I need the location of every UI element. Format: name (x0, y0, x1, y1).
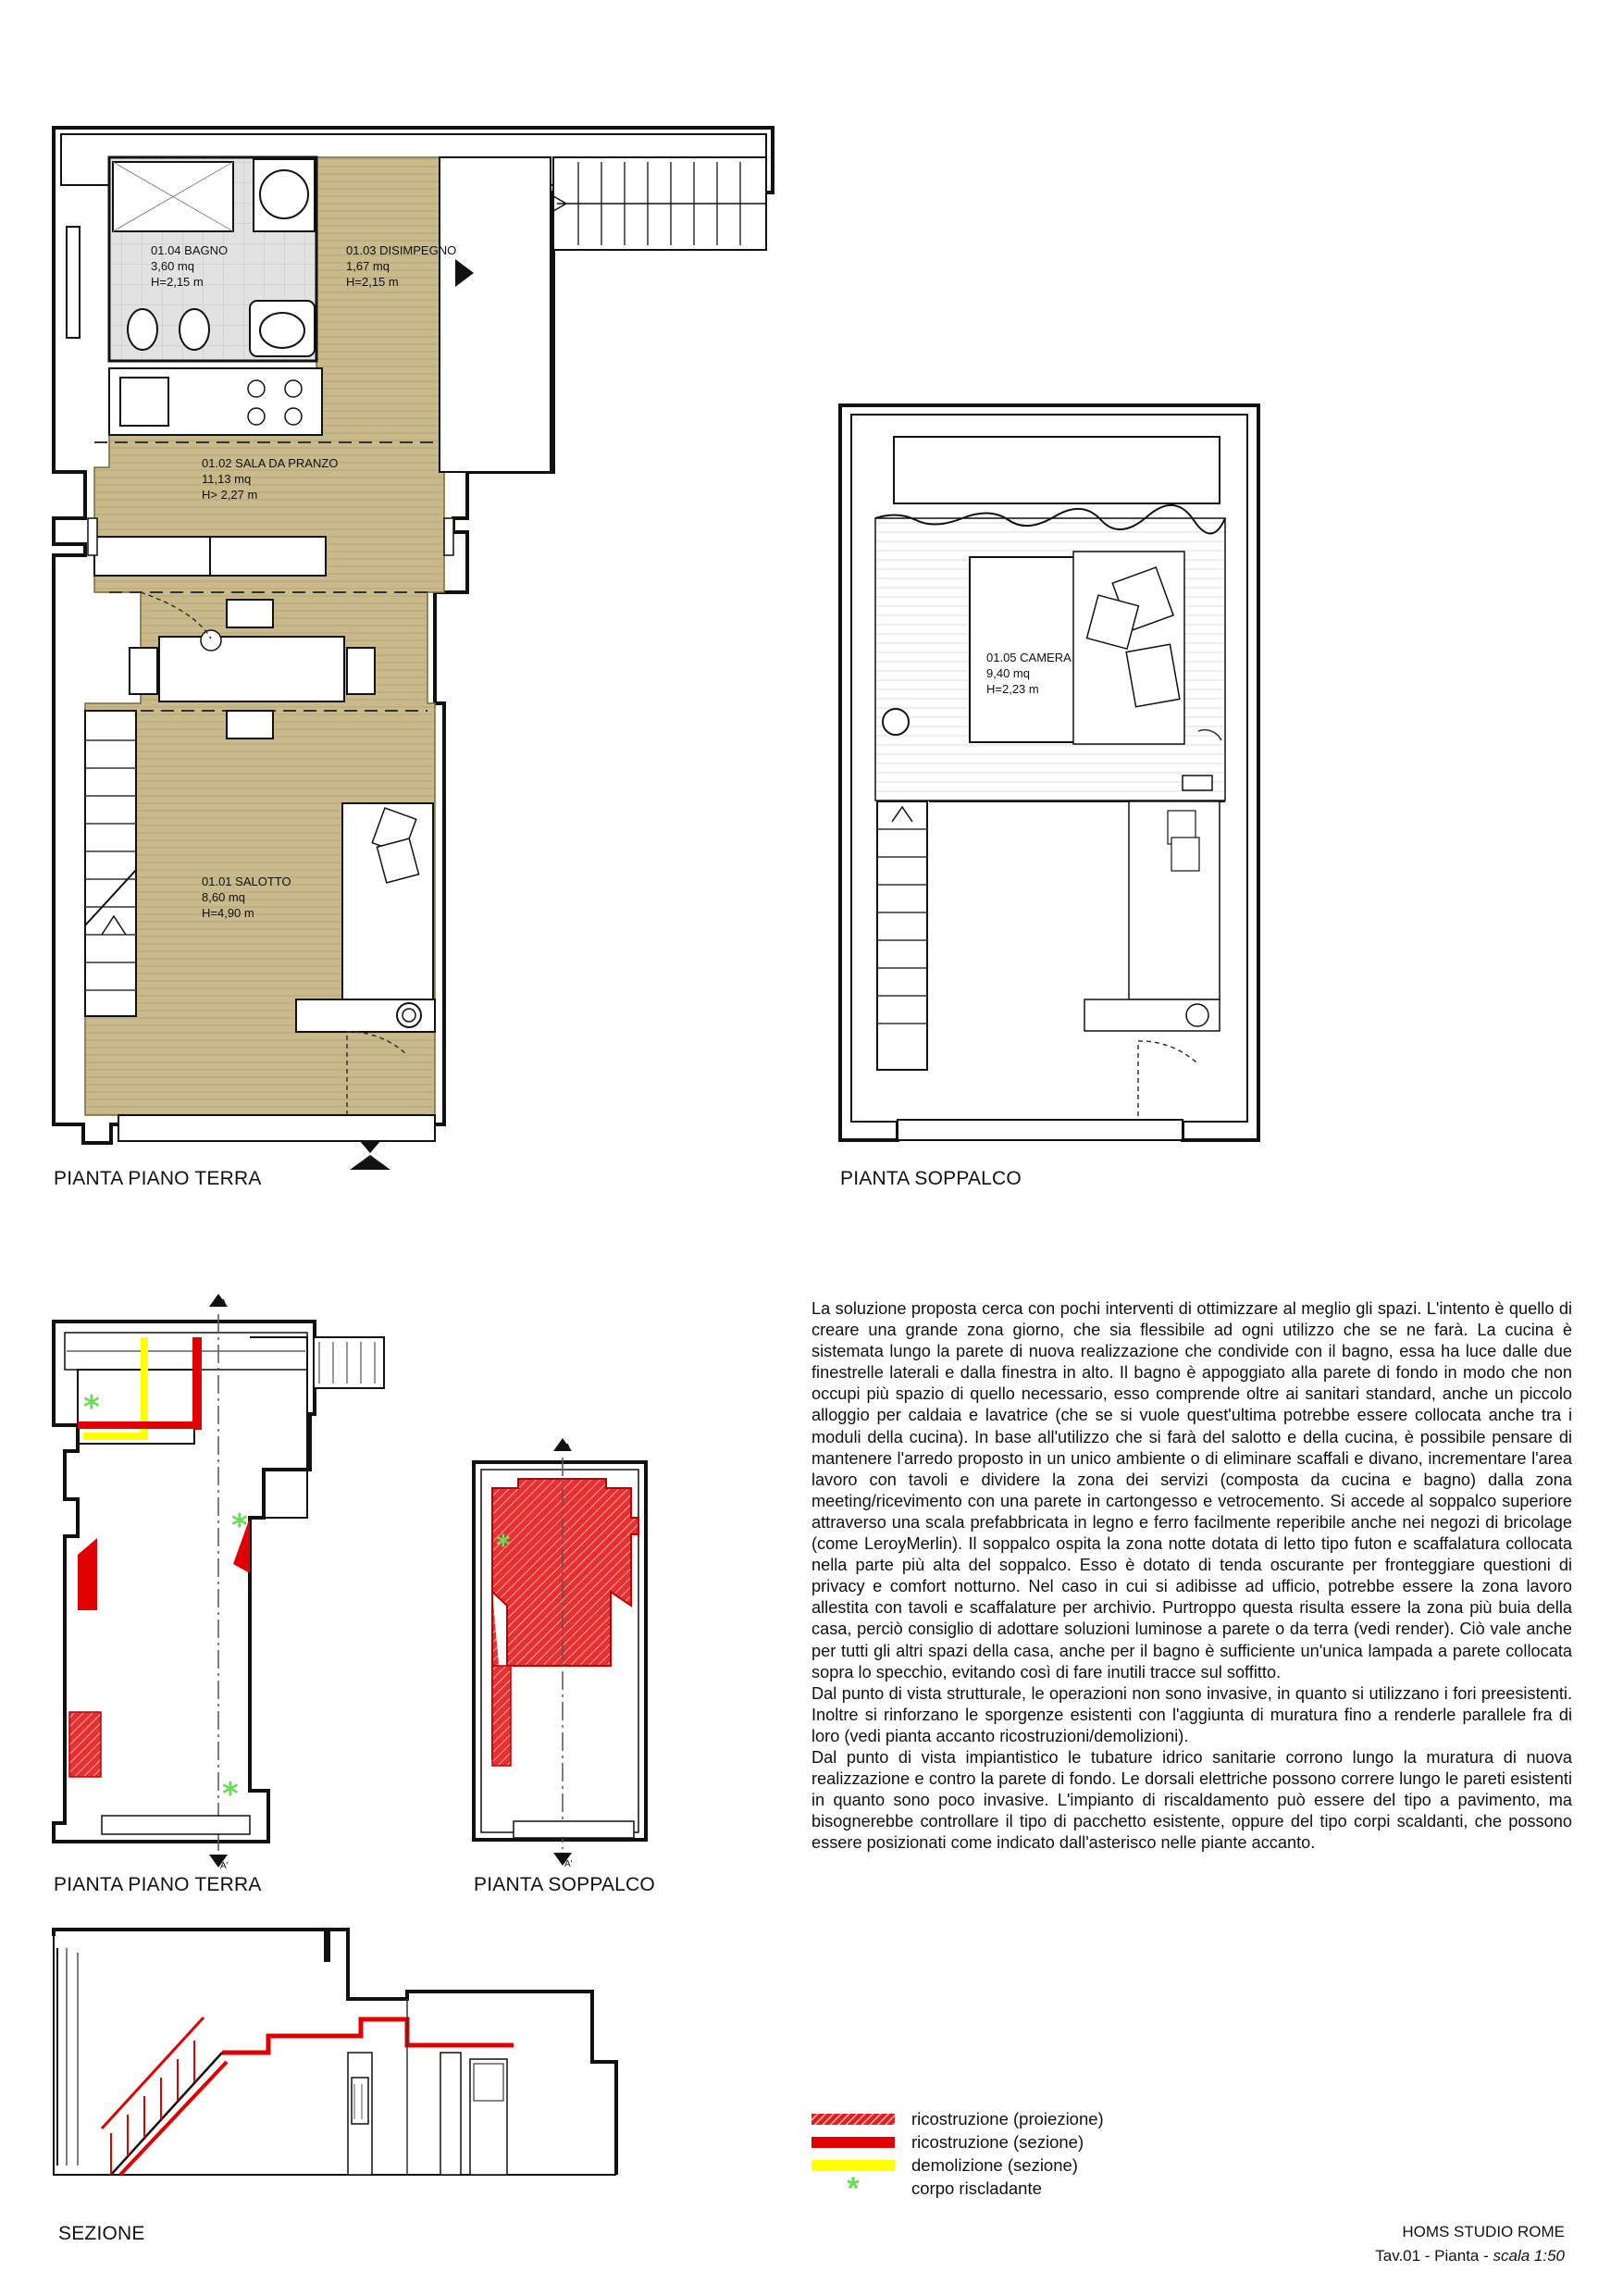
legend-swatch-hatched-red (812, 2114, 895, 2125)
legend-label: corpo riscladante (911, 2178, 1042, 2198)
room-area: 9,40 mq (986, 666, 1030, 680)
legend-label: ricostruzione (sezione) (911, 2131, 1084, 2152)
entrance-marker (350, 1155, 390, 1170)
room-label-bagno (151, 242, 228, 290)
kitchen-sink (120, 378, 168, 426)
bidet (180, 309, 209, 350)
description-paragraph: La soluzione proposta cerca con pochi interventi di ottimizzare al meglio gli spazi. L'intento è quello di creare una grande zona giorno, che sia flessibile ad ogni utilizzo che se ne farà. La cucina è sistemata lungo la parete di nuova realizzazione che condivide con il bagno, essa ha luce dalle due finestrelle laterali e dalla finestra in alto. Il bagno è appoggiato alla parete di fondo in modo che non occupi più spazio di quello necessario, esso comprende oltre ai sanitari standard, anche un piccolo alloggio per caldaia e lavatrice (che se si vuole quest'ultima potrebbe essere collocata anche tra i moduli della cucina). In base all'utilizzo che si farà del salotto e della cucina, è possibile pensare di mantenere l'arredo proposto in un unico ambiente o di eliminare scaffali e divano, incrementare l'area lavoro con tavoli e dividere la zona dei servizi (composta da cucina e bagno) dalla zona meeting/ricevimento con una parete in cartongesso e vetrocemento. Si accede al soppalco superiore attraverso una scala prefabbricata in legno e ferro facilmente reperibile anche nei negozi di bricolage (come LeroyMerlin). Il soppalco ospita la zona notte dotata di letto tipo futon e scaffalatura collocata nella parte più alta del soppalco. Esso è dotato di tenda oscurante per fronteggiare questioni di privacy e comfort notturno. Nel caso in cui si adibisse ad ufficio, potrebbe essere la zona lavoro allestita con tavoli e scaffalature per archivio. Purtroppo questa risulta essere la zona più buia della casa, perciò consiglio di adottare soluzioni luminose a parete o da terra (vedi render). Ciò vale anche per tutti gli altri spazi della casa, anche per il bagno è sufficiente un'unica lampada a parete collocata sopra lo specchio, evitando così di fare inutili tracce sul soffitto. (812, 1299, 1572, 1682)
room-area: 11,13 mq (202, 472, 252, 486)
reconstruction-projection (69, 1712, 101, 1777)
small-mezzanine-plan-title: PIANTA SOPPALCO (474, 1874, 655, 1895)
room-height: H=4,90 m (202, 906, 254, 920)
svg-text:*: * (222, 1776, 239, 1813)
room-height: H=2,23 m (986, 682, 1039, 696)
room-name: 01.03 DISIMPEGNO (346, 243, 457, 257)
description-paragraph: Dal punto di vista strutturale, le operazioni non sono invasive, in quanto si utilizzano i fori preesistenti. Inoltre si rinforzano le sporgenze esistenti con l'aggiunta di muratura fino a renderle parallele fra di loro (vedi pianta accanto ricostruzioni/demolizioni). (812, 1683, 1572, 1745)
room-name: 01.02 SALA DA PRANZO (202, 456, 339, 470)
small-mezzanine-plan (474, 1438, 646, 1866)
svg-text:*: * (83, 1389, 100, 1426)
legend-item-reconstruction-projection (812, 2107, 1104, 2130)
ground-plan-title: PIANTA PIANO TERRA (54, 1168, 262, 1189)
sheet-scale: scala 1:50 (1493, 2247, 1565, 2265)
legend-item-radiator (812, 2170, 1104, 2206)
washing-machine (260, 170, 308, 218)
ground-stairs (85, 711, 136, 1016)
studio-name: HOMS STUDIO ROME (1402, 2223, 1565, 2240)
room-area: 3,60 mq (151, 259, 194, 273)
axis-marker-a-prime: A' (220, 1861, 229, 1871)
project-description (812, 1298, 1572, 1854)
section-reconstruction (222, 2019, 514, 2053)
svg-text:*: * (496, 1530, 511, 1562)
room-height: H=2,15 m (151, 275, 204, 289)
room-label-sala (202, 455, 338, 503)
room-area: 1,67 mq (346, 259, 390, 273)
description-paragraph: Dal punto di vista impiantistico le tubature idrico sanitarie corrono lungo la muratura di nuova realizzazione e contro la parete di fondo. Le dorsali elettriche possono correre lungo le pareti esistenti in quanto sono poco invasive. L'impianto di riscaldamento può essere del tipo a pavimento, ma bisognerebbe controllare il tipo di pacchetto esistente, oppure del tipo corpi scaldanti, che possono essere posizionati come indicato dall'asterisco nelle piante accanto. (812, 1747, 1572, 1853)
section-title: SEZIONE (58, 2223, 145, 2244)
room-area: 8,60 mq (202, 890, 245, 904)
room-name: 01.01 SALOTTO (202, 875, 291, 888)
dining-table (159, 637, 344, 701)
sheet-label: Tav.01 - Pianta - (1375, 2247, 1493, 2265)
legend-swatch-red (812, 2137, 895, 2148)
small-ground-plan (54, 1294, 384, 1868)
room-height: H> 2,27 m (202, 488, 258, 502)
legend-swatch-yellow (812, 2160, 895, 2171)
room-label-disimpegno (346, 242, 456, 290)
mezzanine-stairs (877, 801, 927, 1070)
section-drawing (54, 1930, 616, 2175)
small-ground-plan-title: PIANTA PIANO TERRA (54, 1874, 262, 1895)
toilet (128, 309, 157, 350)
room-height: H=2,15 m (346, 275, 399, 289)
mezzanine-plan-title: PIANTA SOPPALCO (840, 1168, 1022, 1189)
sheet-info (1375, 2247, 1565, 2265)
svg-text:*: * (231, 1508, 248, 1545)
legend-label: ricostruzione (proiezione) (911, 2108, 1104, 2128)
legend (812, 2107, 1104, 2206)
room-label-camera (986, 650, 1072, 697)
legend-label: demolizione (sezione) (911, 2154, 1078, 2175)
axis-marker-a: A (220, 1298, 227, 1309)
green-asterisk-icon: * (847, 2170, 860, 2206)
axis-marker-a-prime-mezz: A' (564, 1859, 573, 1869)
room-label-salotto (202, 874, 291, 921)
room-name: 01.04 BAGNO (151, 243, 229, 257)
axis-marker-a-mezz: A (564, 1443, 571, 1453)
mezzanine-plan (840, 405, 1258, 1140)
room-name: 01.05 CAMERA (986, 651, 1072, 664)
legend-item-reconstruction-section (812, 2130, 1104, 2153)
